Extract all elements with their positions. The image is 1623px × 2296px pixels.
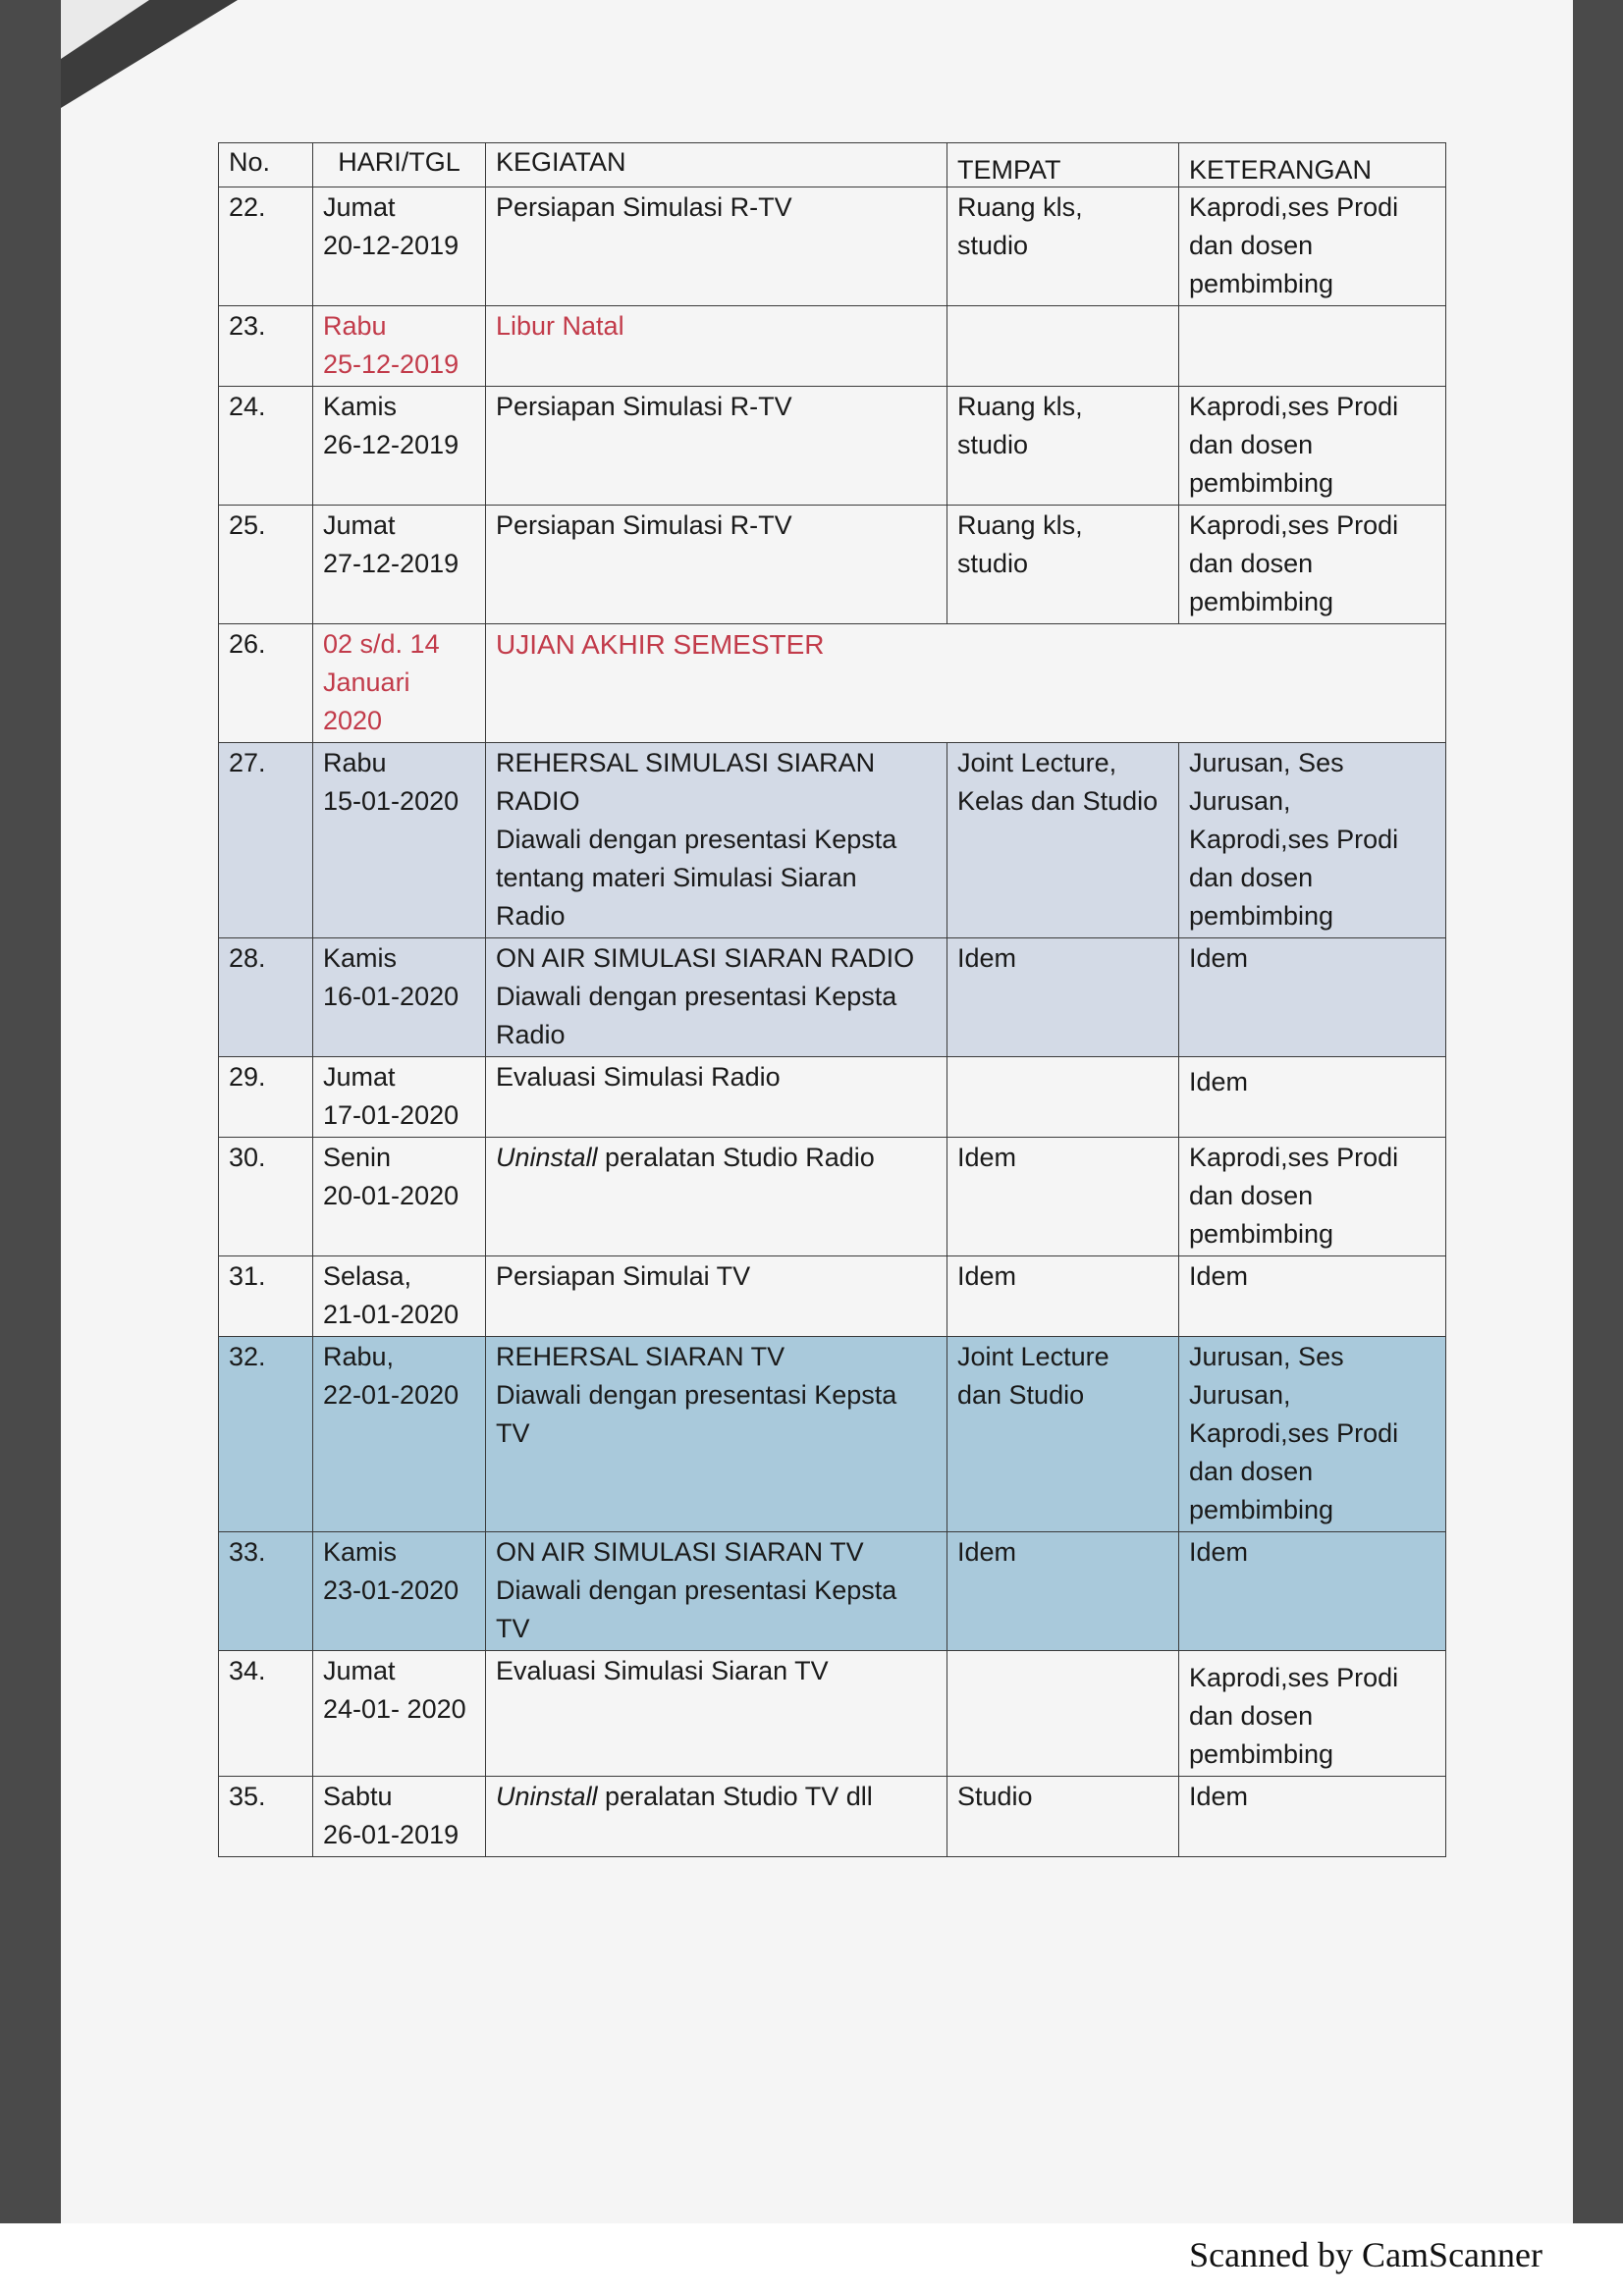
date: 23-01-2020 (323, 1575, 460, 1605)
day-name: Rabu (323, 748, 387, 777)
notes-line: Idem (1189, 1067, 1249, 1096)
date: 20-12-2019 (323, 231, 460, 260)
activity-line (496, 1778, 937, 1816)
row-number: 29. (219, 1057, 313, 1138)
notes-line: pembimbing (1189, 901, 1334, 931)
activity-line: Radio (496, 901, 566, 931)
notes-line: Kaprodi,ses Prodi (1189, 1663, 1399, 1692)
row-notes (1179, 387, 1446, 506)
place-line: Idem (957, 943, 1017, 973)
row-place (947, 1057, 1179, 1138)
day-name: Kamis (323, 392, 398, 421)
activity-line: Diawali dengan presentasi Kepsta (496, 982, 897, 1011)
page-fold-corner (61, 0, 149, 59)
place-line: studio (957, 231, 1029, 260)
row-activity (486, 1256, 947, 1337)
header-tempat: TEMPAT (947, 143, 1179, 187)
row-date (313, 1777, 486, 1857)
row-notes (1179, 306, 1446, 387)
table-row (219, 624, 1446, 743)
activity-line: Persiapan Simulasi R-TV (496, 392, 792, 421)
row-number: 35. (219, 1777, 313, 1857)
date: 22-01-2020 (323, 1380, 460, 1410)
date: 26-01-2019 (323, 1820, 460, 1849)
activity-line: Radio (496, 1020, 566, 1049)
row-notes (1179, 1057, 1446, 1138)
notes-line: Jurusan, Ses (1189, 748, 1344, 777)
activity-line: Diawali dengan presentasi Kepsta (496, 1380, 897, 1410)
place-line: Ruang kls, (957, 510, 1083, 540)
date: 15-01-2020 (323, 786, 460, 816)
notes-line: dan dosen (1189, 549, 1314, 578)
row-notes (1179, 1256, 1446, 1337)
table-row (219, 387, 1446, 506)
notes-line: Kaprodi,ses Prodi (1189, 1143, 1399, 1172)
activity-line: Libur Natal (496, 311, 624, 341)
date: 26-12-2019 (323, 430, 460, 459)
row-date (313, 1138, 486, 1256)
place-line: Idem (957, 1143, 1017, 1172)
notes-line: Kaprodi,ses Prodi (1189, 825, 1399, 854)
notes-line: pembimbing (1189, 468, 1334, 498)
place-line: studio (957, 549, 1029, 578)
notes-line: Kaprodi,ses Prodi (1189, 192, 1399, 222)
row-place (947, 1777, 1179, 1857)
place-line: Joint Lecture (957, 1342, 1109, 1371)
notes-line: Idem (1189, 943, 1249, 973)
date: 25-12-2019 (323, 349, 460, 379)
row-activity (486, 1337, 947, 1532)
table-row (219, 743, 1446, 938)
notes-line: pembimbing (1189, 269, 1334, 298)
row-activity (486, 1651, 947, 1777)
place-line: Ruang kls, (957, 392, 1083, 421)
place-line: Joint Lecture, (957, 748, 1117, 777)
notes-line: dan dosen (1189, 863, 1314, 892)
row-number: 33. (219, 1532, 313, 1651)
row-notes (1179, 1651, 1446, 1777)
place-line: Idem (957, 1261, 1017, 1291)
notes-line: Kaprodi,ses Prodi (1189, 1418, 1399, 1448)
row-date (313, 743, 486, 938)
row-number: 34. (219, 1651, 313, 1777)
row-notes (1179, 187, 1446, 306)
row-notes (1179, 506, 1446, 624)
notes-line: Jurusan, (1189, 1380, 1291, 1410)
header-kegiatan: KEGIATAN (486, 143, 947, 187)
row-activity (486, 938, 947, 1057)
row-number: 32. (219, 1337, 313, 1532)
uninstall-italic: Uninstall (496, 1782, 598, 1811)
header-keterangan: KETERANGAN (1179, 143, 1446, 187)
header-hari-tgl: HARI/TGL (313, 143, 486, 187)
row-activity (486, 187, 947, 306)
row-notes (1179, 1777, 1446, 1857)
notes-line: dan dosen (1189, 1181, 1314, 1210)
row-date (313, 938, 486, 1057)
row-activity (486, 743, 947, 938)
row-number: 25. (219, 506, 313, 624)
row-activity (486, 387, 947, 506)
row-date (313, 1532, 486, 1651)
row-date (313, 1057, 486, 1138)
row-date (313, 506, 486, 624)
activity-line: tentang materi Simulasi Siaran (496, 863, 857, 892)
date-range-line: Januari (323, 667, 410, 697)
row-date (313, 1256, 486, 1337)
activity-line: Evaluasi Simulasi Radio (496, 1062, 781, 1092)
row-number: 27. (219, 743, 313, 938)
notes-line: pembimbing (1189, 1219, 1334, 1249)
scanner-watermark: Scanned by CamScanner (1189, 2235, 1542, 2274)
date-range-line: 2020 (323, 706, 383, 735)
row-activity (486, 506, 947, 624)
table-row (219, 1256, 1446, 1337)
day-name: Sabtu (323, 1782, 393, 1811)
notes-line: Jurusan, Ses (1189, 1342, 1344, 1371)
place-line: Idem (957, 1537, 1017, 1567)
table-row (219, 1777, 1446, 1857)
place-line: dan Studio (957, 1380, 1085, 1410)
activity-line: ON AIR SIMULASI SIARAN RADIO (496, 943, 915, 973)
activity-line: ON AIR SIMULASI SIARAN TV (496, 1537, 864, 1567)
date: 24-01- 2020 (323, 1694, 466, 1724)
row-number: 23. (219, 306, 313, 387)
row-place (947, 387, 1179, 506)
row-notes (1179, 743, 1446, 938)
row-number: 22. (219, 187, 313, 306)
row-date (313, 387, 486, 506)
row-date (313, 306, 486, 387)
row-date (313, 1651, 486, 1777)
notes-line: dan dosen (1189, 430, 1314, 459)
day-name: Selasa, (323, 1261, 412, 1291)
table-row (219, 187, 1446, 306)
notes-line: pembimbing (1189, 587, 1334, 616)
notes-line: Idem (1189, 1782, 1249, 1811)
activity-rest: peralatan Studio TV dll (597, 1782, 873, 1811)
date-range-line: 02 s/d. 14 (323, 629, 440, 659)
day-name: Senin (323, 1143, 392, 1172)
day-name: Jumat (323, 510, 396, 540)
table-header-row (219, 143, 1446, 187)
table-row (219, 938, 1446, 1057)
table-row (219, 1337, 1446, 1532)
row-place (947, 1256, 1179, 1337)
row-place (947, 1532, 1179, 1651)
day-name: Jumat (323, 1062, 396, 1092)
row-activity (486, 306, 947, 387)
exam-period-label (486, 624, 1446, 743)
row-place (947, 306, 1179, 387)
notes-line: Idem (1189, 1537, 1249, 1567)
date: 20-01-2020 (323, 1181, 460, 1210)
day-name: Kamis (323, 1537, 398, 1567)
activity-line: TV (496, 1418, 530, 1448)
notes-line: dan dosen (1189, 1701, 1314, 1731)
row-place (947, 1337, 1179, 1532)
table-row (219, 1057, 1446, 1138)
row-place (947, 938, 1179, 1057)
place-line: Kelas dan Studio (957, 786, 1159, 816)
schedule-table (218, 142, 1446, 1857)
notes-line: dan dosen (1189, 1457, 1314, 1486)
notes-line: Idem (1189, 1261, 1249, 1291)
notes-line: pembimbing (1189, 1739, 1334, 1769)
exam-title: UJIAN AKHIR SEMESTER (496, 629, 825, 660)
table-row (219, 1138, 1446, 1256)
table-row (219, 1532, 1446, 1651)
row-notes (1179, 1337, 1446, 1532)
row-number: 31. (219, 1256, 313, 1337)
row-notes (1179, 1138, 1446, 1256)
day-name: Rabu, (323, 1342, 395, 1371)
place-line: studio (957, 430, 1029, 459)
table-row (219, 1651, 1446, 1777)
row-notes (1179, 1532, 1446, 1651)
notes-line: Kaprodi,ses Prodi (1189, 392, 1399, 421)
date: 17-01-2020 (323, 1100, 460, 1130)
activity-line: REHERSAL SIMULASI SIARAN (496, 748, 876, 777)
activity-line (496, 1139, 937, 1177)
row-date (313, 187, 486, 306)
activity-rest: peralatan Studio Radio (597, 1143, 875, 1172)
row-number: 28. (219, 938, 313, 1057)
place-line: Studio (957, 1782, 1033, 1811)
header-no: No. (219, 143, 313, 187)
activity-line: Persiapan Simulai TV (496, 1261, 751, 1291)
notes-line: Kaprodi,ses Prodi (1189, 510, 1399, 540)
row-activity (486, 1777, 947, 1857)
activity-line: Diawali dengan presentasi Kepsta (496, 1575, 897, 1605)
date: 27-12-2019 (323, 549, 460, 578)
notes-line: Jurusan, (1189, 786, 1291, 816)
row-activity (486, 1057, 947, 1138)
table-row (219, 506, 1446, 624)
date: 16-01-2020 (323, 982, 460, 1011)
activity-line: Persiapan Simulasi R-TV (496, 192, 792, 222)
day-name: Kamis (323, 943, 398, 973)
place-line: Ruang kls, (957, 192, 1083, 222)
row-activity (486, 1138, 947, 1256)
activity-line: Diawali dengan presentasi Kepsta (496, 825, 897, 854)
row-date (313, 624, 486, 743)
notes-line: pembimbing (1189, 1495, 1334, 1524)
day-name: Jumat (323, 1656, 396, 1685)
row-date (313, 1337, 486, 1532)
row-place (947, 1138, 1179, 1256)
row-place (947, 506, 1179, 624)
activity-line: Evaluasi Simulasi Siaran TV (496, 1656, 829, 1685)
activity-line: RADIO (496, 786, 580, 816)
row-place (947, 187, 1179, 306)
notes-line: dan dosen (1189, 231, 1314, 260)
activity-line: Persiapan Simulasi R-TV (496, 510, 792, 540)
row-notes (1179, 938, 1446, 1057)
row-place (947, 743, 1179, 938)
row-number: 30. (219, 1138, 313, 1256)
day-name: Jumat (323, 192, 396, 222)
day-name: Rabu (323, 311, 387, 341)
activity-line: TV (496, 1614, 530, 1643)
activity-line: REHERSAL SIARAN TV (496, 1342, 785, 1371)
row-number: 26. (219, 624, 313, 743)
row-number: 24. (219, 387, 313, 506)
row-activity (486, 1532, 947, 1651)
table-row (219, 306, 1446, 387)
date: 21-01-2020 (323, 1300, 460, 1329)
uninstall-italic: Uninstall (496, 1143, 598, 1172)
row-place (947, 1651, 1179, 1777)
